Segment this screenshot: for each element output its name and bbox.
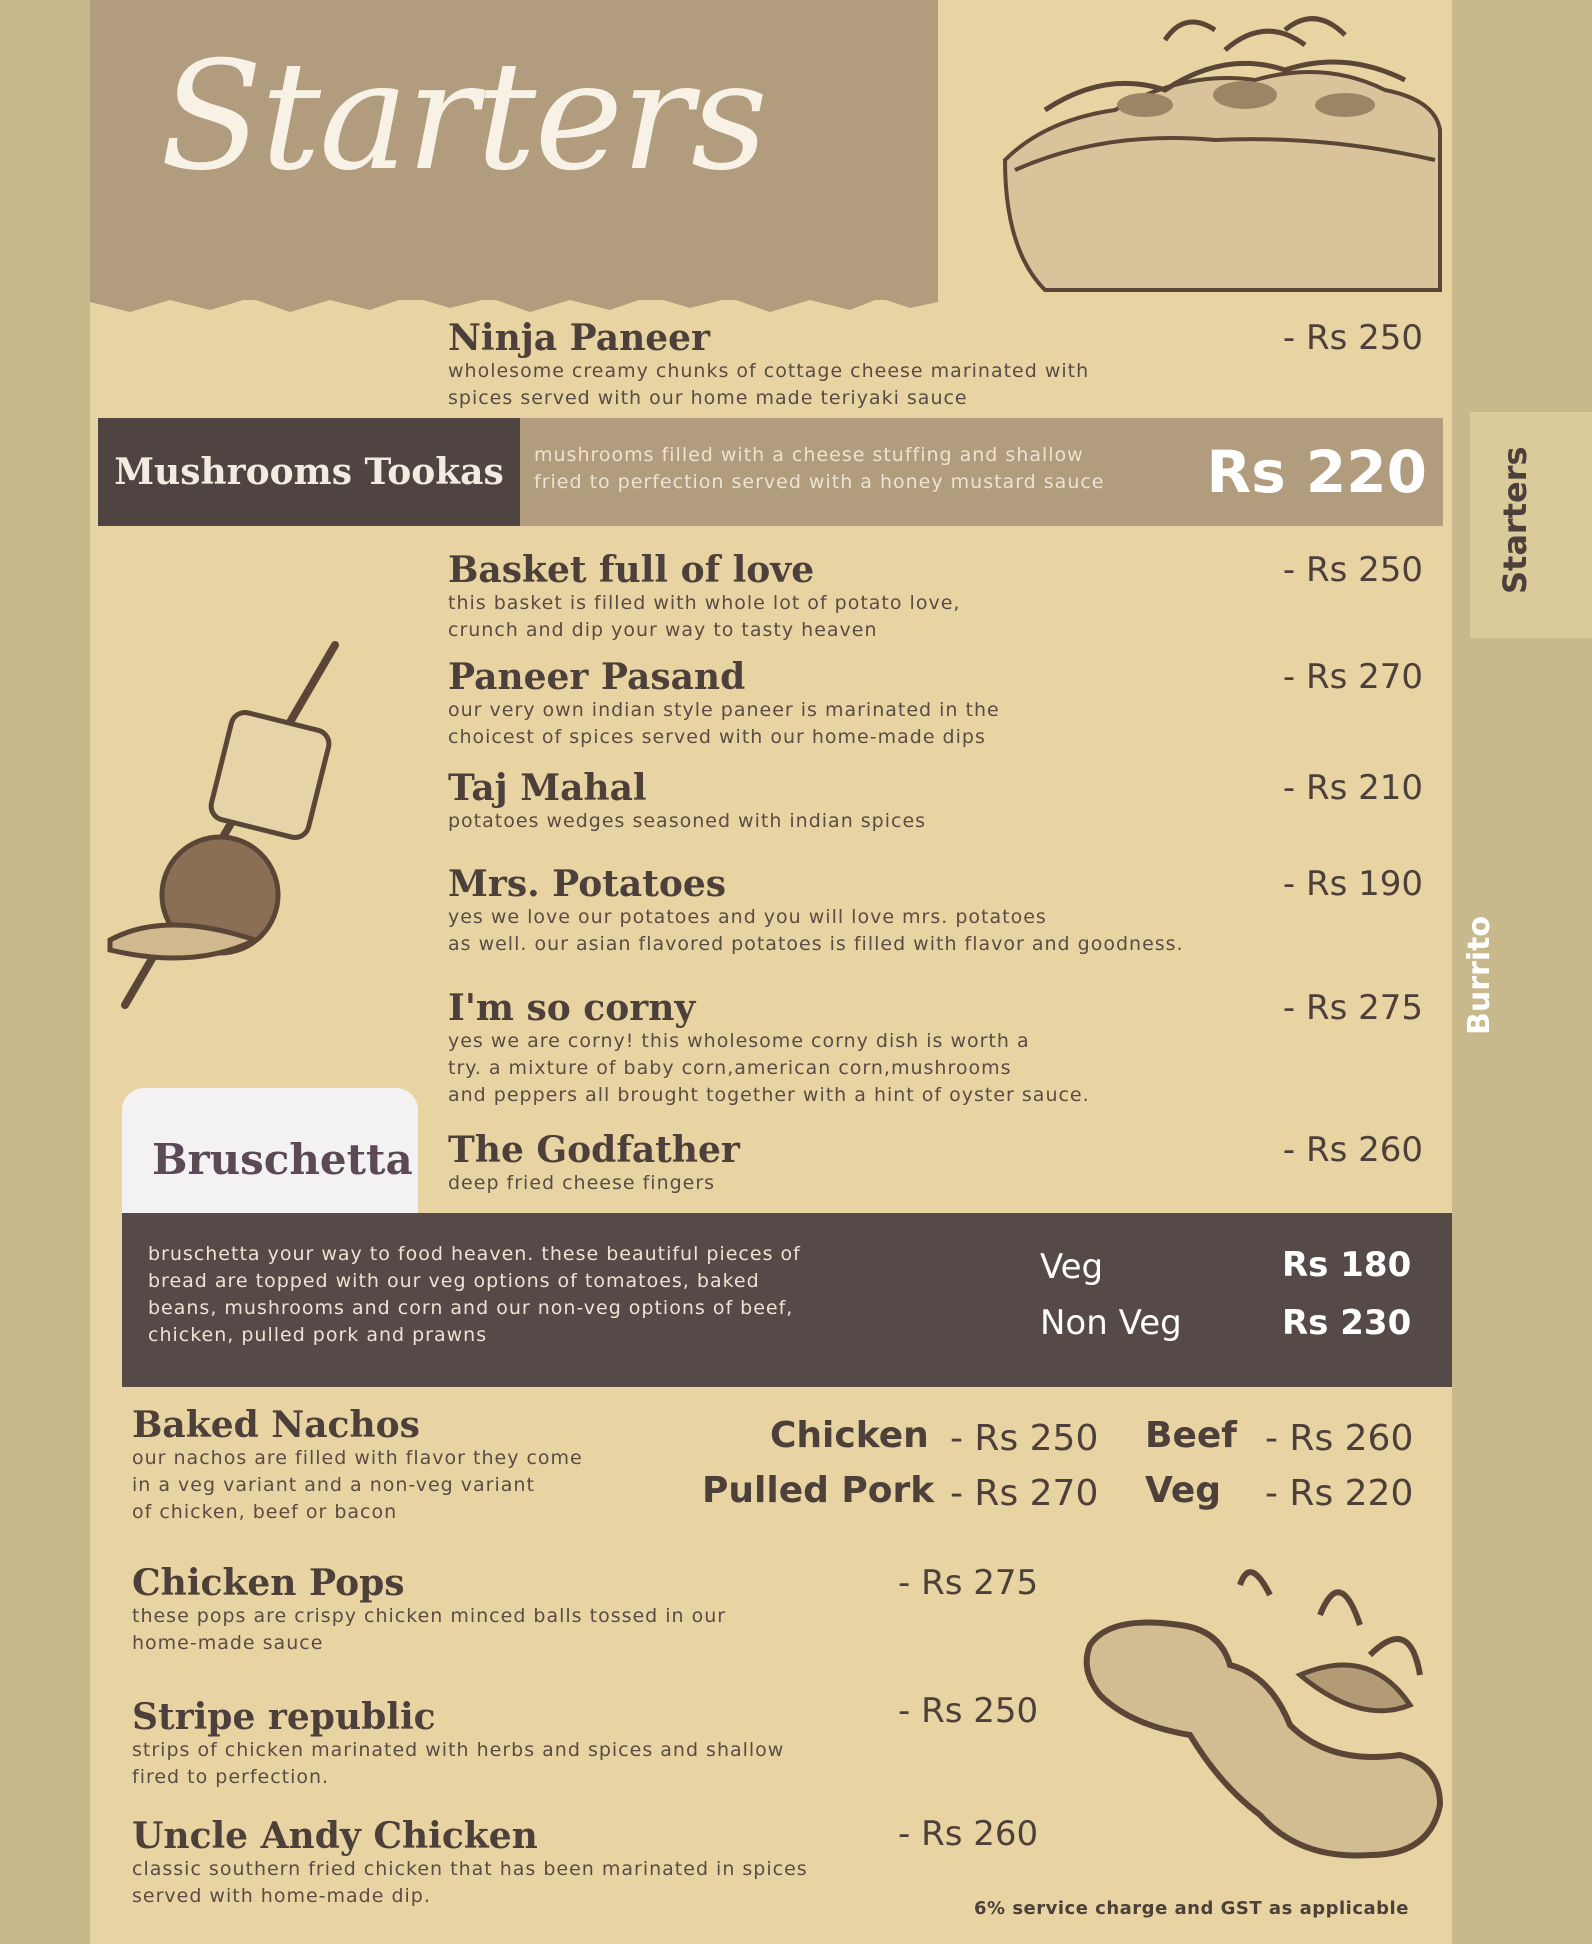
item-name: Taj Mahal	[448, 767, 647, 809]
fried-chicken-sketch	[1070, 1555, 1450, 1875]
item-name: Stripe republic	[132, 1696, 436, 1738]
mushrooms-desc: mushrooms filled with a cheese stuffing and shallow fried to perfection served with a honey mustard sauce	[534, 444, 1105, 493]
item-name: Chicken Pops	[132, 1562, 405, 1604]
nachos-variant-label: Veg	[1145, 1470, 1222, 1511]
mushrooms-name-box	[98, 418, 520, 526]
bruschetta-box	[122, 1213, 1452, 1387]
item-price: - Rs 250	[898, 1691, 1039, 1731]
side-tab-burrito-label[interactable]: Burrito	[1462, 915, 1497, 1035]
food-bowl-sketch	[985, 10, 1445, 295]
item-price: - Rs 260	[1282, 1130, 1423, 1170]
menu-item	[448, 1130, 1423, 1197]
skewer-sketch	[105, 640, 355, 1010]
menu-item	[448, 864, 1423, 958]
menu-item	[448, 318, 1423, 412]
torn-edge	[90, 288, 938, 318]
nachos-variant-price: - Rs 270	[950, 1473, 1099, 1514]
item-name: The Godfather	[448, 1129, 740, 1171]
bruschetta-veg-price: Rs 180	[1282, 1245, 1412, 1285]
nachos-variant-label: Pulled Pork	[702, 1470, 935, 1511]
bruschetta-veg-label: Veg	[1040, 1247, 1104, 1287]
page-title: Starters	[160, 30, 766, 204]
item-desc: our very own indian style paneer is marinated in the choicest of spices served with our home-made dips	[448, 699, 1000, 748]
menu-item	[132, 1563, 832, 1657]
item-desc: yes we are corny! this wholesome corny dish is worth a try. a mixture of baby corn,american corn,mushrooms and peppers all brought together with a hint of oyster sauce.	[448, 1030, 1090, 1106]
menu-item	[448, 550, 1423, 644]
item-name: Uncle Andy Chicken	[132, 1815, 538, 1857]
menu-item	[132, 1697, 832, 1791]
bruschetta-desc: bruschetta your way to food heaven. these beautiful pieces of bread are topped with our veg options of tomatoes, baked beans, mushrooms and corn and our non-veg options of beef, chicken, pulled pork and prawns	[148, 1243, 801, 1346]
menu-item	[132, 1816, 832, 1910]
nachos-variant-price: - Rs 250	[950, 1418, 1099, 1459]
item-name: Mrs. Potatoes	[448, 863, 727, 905]
nachos-variant-label: Beef	[1145, 1415, 1237, 1456]
nachos-variant-price: - Rs 260	[1265, 1418, 1414, 1459]
mushrooms-name: Mushrooms Tookas	[114, 451, 504, 493]
item-price: - Rs 270	[1282, 657, 1423, 697]
mushrooms-band	[98, 418, 1443, 526]
item-desc: deep fried cheese fingers	[448, 1172, 716, 1194]
item-price: - Rs 250	[1282, 318, 1423, 358]
mushrooms-price: Rs 220	[1206, 438, 1427, 506]
item-name: I'm so corny	[448, 987, 696, 1029]
item-desc: strips of chicken marinated with herbs and spices and shallow fired to perfection.	[132, 1739, 785, 1788]
item-price: - Rs 210	[1282, 768, 1423, 808]
item-name: Ninja Paneer	[448, 317, 711, 359]
item-price: - Rs 260	[898, 1814, 1039, 1854]
bruschetta-nonveg-label: Non Veg	[1040, 1303, 1182, 1343]
side-tab-starters-label[interactable]: Starters	[1496, 446, 1534, 594]
item-desc: wholesome creamy chunks of cottage cheese marinated with spices served with our home made teriyaki sauce	[448, 360, 1090, 409]
menu-item	[448, 768, 1423, 835]
item-desc: this basket is filled with whole lot of potato love, crunch and dip your way to tasty heaven	[448, 592, 961, 641]
item-price: - Rs 275	[1282, 988, 1423, 1028]
item-price: - Rs 275	[898, 1563, 1039, 1603]
service-charge-note: 6% service charge and GST as applicable	[974, 1898, 1409, 1919]
nachos-variant-price: - Rs 220	[1265, 1473, 1414, 1514]
menu-page	[90, 0, 1452, 1944]
menu-item	[448, 657, 1423, 751]
item-desc: these pops are crispy chicken minced balls tossed in our home-made sauce	[132, 1605, 727, 1654]
item-name: Basket full of love	[448, 549, 815, 591]
item-desc: potatoes wedges seasoned with indian spices	[448, 810, 927, 832]
bruschetta-title: Bruschetta	[152, 1135, 413, 1184]
item-price: - Rs 250	[1282, 550, 1423, 590]
item-name: Paneer Pasand	[448, 656, 746, 698]
item-price: - Rs 190	[1282, 864, 1423, 904]
item-name: Baked Nachos	[132, 1404, 420, 1446]
item-desc: yes we love our potatoes and you will love mrs. potatoes as well. our asian flavored potatoes is filled with flavor and goodness.	[448, 906, 1184, 955]
item-desc: our nachos are filled with flavor they come in a veg variant and a non-veg variant of chicken, beef or bacon	[132, 1447, 583, 1523]
bruschetta-nonveg-price: Rs 230	[1282, 1303, 1412, 1343]
side-panel	[1470, 0, 1592, 412]
nachos-variant-label: Chicken	[770, 1415, 929, 1456]
menu-item	[448, 988, 1423, 1109]
item-desc: classic southern fried chicken that has been marinated in spices served with home-made dip.	[132, 1858, 808, 1907]
